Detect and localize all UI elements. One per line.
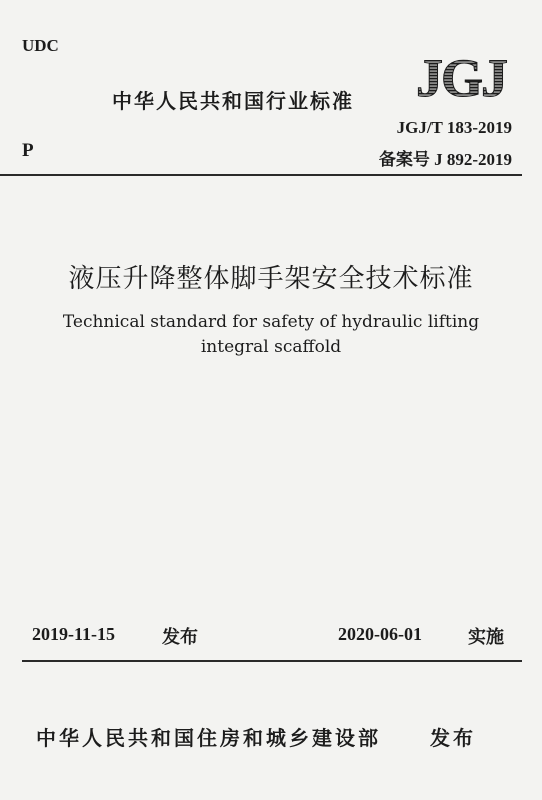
- udc-label: UDC: [22, 36, 59, 55]
- publisher-name: 中华人民共和国住房和城乡建设部: [36, 726, 381, 750]
- jgj-logo: [408, 48, 514, 104]
- publish-label: 发布: [430, 726, 476, 750]
- issue-label: 发布: [162, 627, 198, 648]
- title-english-line-1: Technical standard for safety of hydraulic lifting: [62, 312, 480, 332]
- title-english-line-2: integral scaffold: [200, 337, 342, 357]
- classification-label: P: [22, 140, 34, 161]
- issue-date: 2019-11-15: [32, 624, 115, 644]
- implementation-date: 2020-06-01: [338, 624, 422, 644]
- standard-number: JGJ/T 183-2019: [396, 118, 512, 137]
- standard-type-heading: 中华人民共和国行业标准: [112, 89, 354, 113]
- jgj-logo-text: JGJ: [415, 48, 507, 104]
- bottom-divider: [22, 660, 522, 662]
- top-divider: [0, 174, 522, 176]
- title-chinese: 液压升降整体脚手架安全技术标准: [68, 264, 474, 294]
- record-number: 备案号 J 892-2019: [378, 150, 512, 169]
- implementation-label: 实施: [468, 627, 504, 648]
- title-english: [0, 310, 542, 360]
